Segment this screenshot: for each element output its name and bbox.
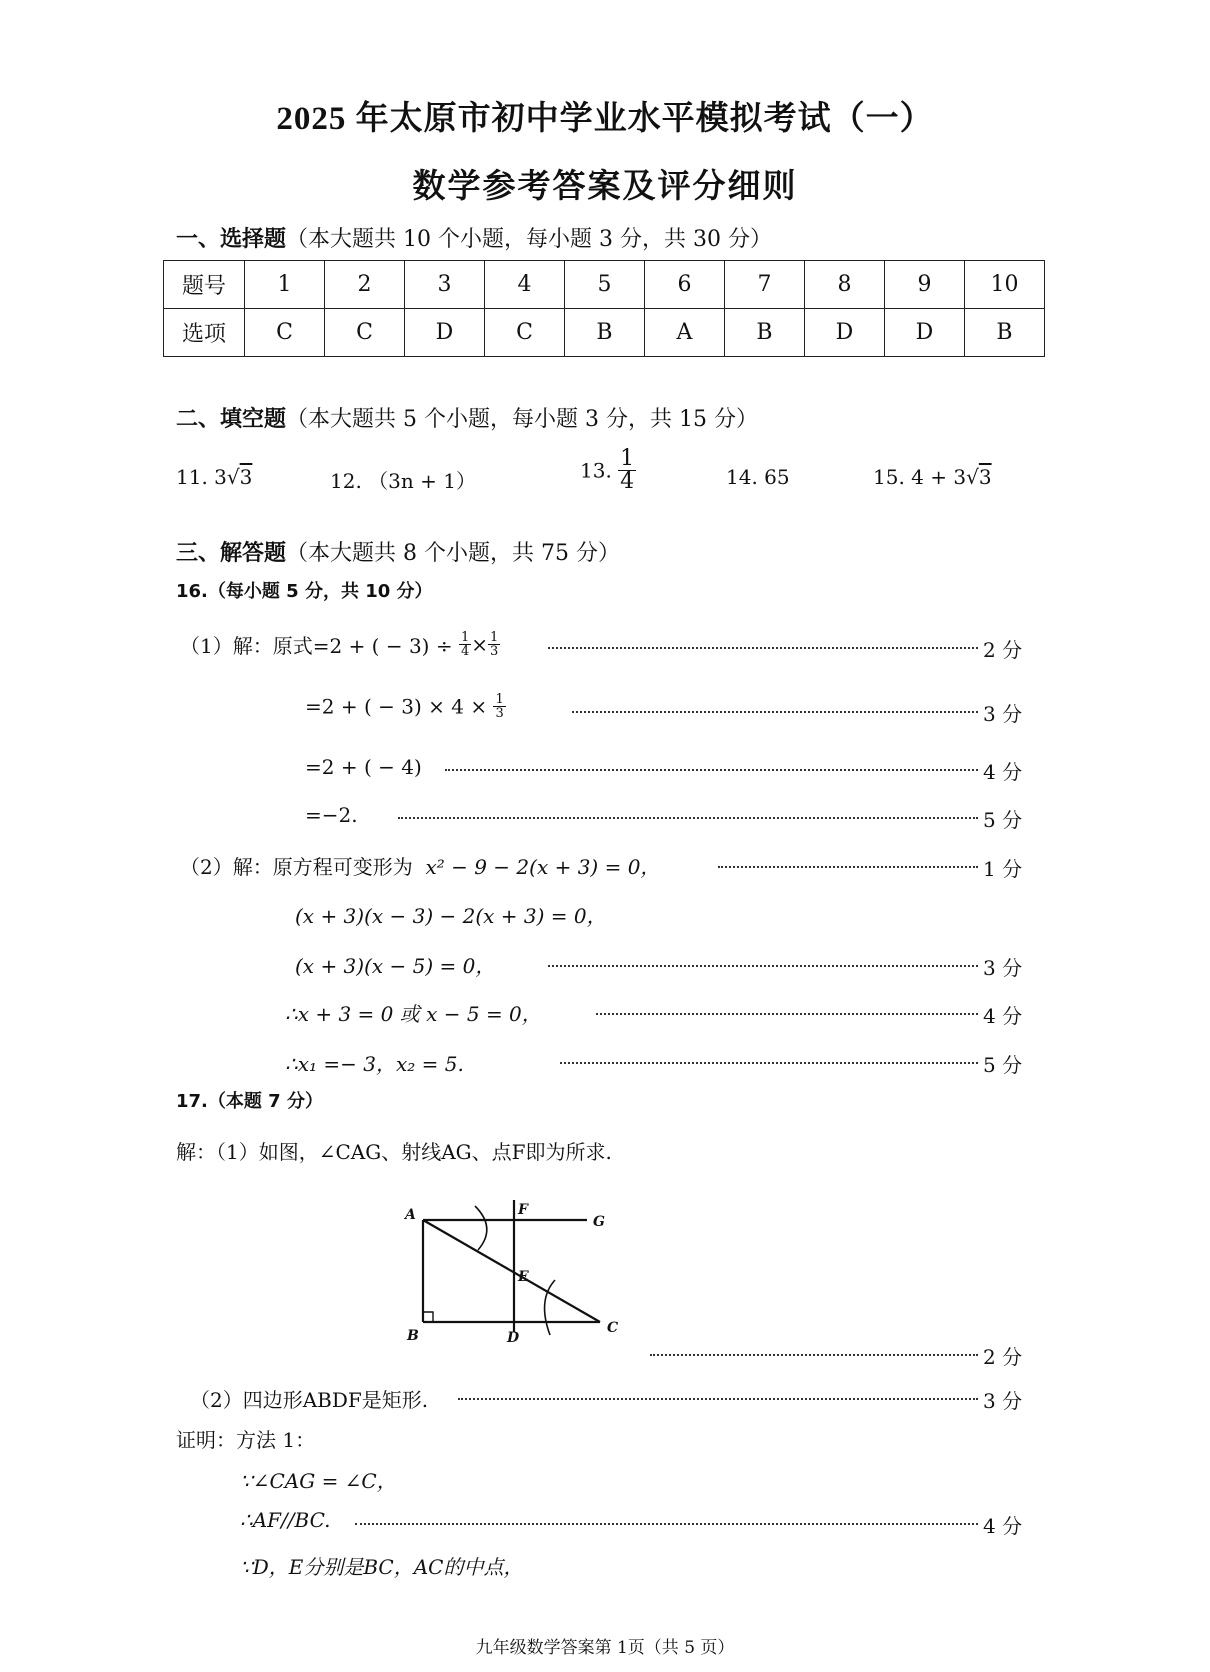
table-row bbox=[164, 261, 1045, 309]
score-label: 2 分 bbox=[983, 1345, 1023, 1369]
fraction bbox=[493, 693, 505, 720]
score-label: 5 分 bbox=[983, 808, 1023, 832]
q17-proof-line3: ∵D，E分别是BC，AC的中点， bbox=[240, 1555, 524, 1579]
fraction-denominator: 4 bbox=[620, 469, 635, 494]
dot-leader bbox=[650, 1354, 978, 1356]
point-label-F: F bbox=[518, 1202, 528, 1218]
q16-p1-line1 bbox=[180, 630, 500, 659]
table-cell: 3 bbox=[405, 261, 485, 309]
section2-note: （本大题共 5 个小题，每小题 3 分，共 15 分） bbox=[286, 407, 758, 432]
table-cell: 8 bbox=[805, 261, 885, 309]
dot-leader bbox=[572, 711, 978, 713]
q16-p1-line4: =−2. bbox=[305, 803, 358, 827]
fraction-numerator: 1 bbox=[620, 446, 635, 471]
section2-header bbox=[176, 402, 758, 433]
q16-p1-label: （1）解：原式=2 + ( − 3) ÷ bbox=[180, 634, 453, 658]
answer-14: 14. 65 bbox=[726, 465, 790, 489]
table-cell: C bbox=[325, 309, 405, 357]
answer-11-radicand: 3 bbox=[239, 465, 253, 489]
dot-leader bbox=[355, 1523, 978, 1525]
q16-p2-line3: (x + 3)(x − 5) = 0， bbox=[295, 954, 496, 978]
dot-leader bbox=[548, 647, 978, 649]
dot-leader bbox=[398, 817, 978, 819]
table-cell: 1 bbox=[245, 261, 325, 309]
section1-note: （本大题共 10 个小题，每小题 3 分，共 30 分） bbox=[286, 227, 772, 252]
point-label-C: C bbox=[607, 1320, 619, 1336]
table-cell: 4 bbox=[485, 261, 565, 309]
page-footer: 九年级数学答案第 1页（共 5 页） bbox=[475, 1638, 735, 1658]
score-label: 5 分 bbox=[983, 1053, 1023, 1077]
segment-AC bbox=[423, 1220, 600, 1322]
q16-p2-line1 bbox=[180, 851, 660, 880]
right-angle-mark bbox=[423, 1312, 433, 1322]
score-label: 4 分 bbox=[983, 1514, 1023, 1538]
page-subtitle: 数学参考答案及评分细则 bbox=[412, 169, 798, 205]
section1-header bbox=[176, 222, 772, 253]
fraction bbox=[459, 631, 471, 658]
score-label: 4 分 bbox=[983, 1004, 1023, 1028]
dot-leader bbox=[718, 866, 978, 868]
dot-leader bbox=[548, 965, 978, 967]
section1-heading: 一、选择题 bbox=[176, 227, 287, 252]
fraction-denominator: 3 bbox=[490, 644, 499, 659]
fraction bbox=[618, 448, 636, 493]
q16-p2-line2: (x + 3)(x − 3) − 2(x + 3) = 0， bbox=[295, 904, 607, 928]
table-cell: D bbox=[405, 309, 485, 357]
dot-leader bbox=[458, 1398, 978, 1400]
point-label-D: D bbox=[507, 1330, 520, 1346]
section3-note: （本大题共 8 个小题，共 75 分） bbox=[286, 541, 620, 566]
arc-mark-C bbox=[545, 1280, 555, 1335]
section2-heading: 二、填空题 bbox=[176, 407, 287, 432]
q17-part1: 解：（1）如图，∠CAG、射线AG、点F即为所求. bbox=[176, 1140, 612, 1164]
table-cell: B bbox=[565, 309, 645, 357]
answer-13-label: 13. bbox=[580, 458, 612, 483]
q17-proof-heading: 证明：方法 1： bbox=[176, 1428, 316, 1452]
score-label: 3 分 bbox=[983, 956, 1023, 980]
page-title: 2025 年太原市初中学业水平模拟考试（一） bbox=[276, 101, 934, 137]
fraction-numerator: 1 bbox=[495, 692, 504, 707]
fraction-denominator: 4 bbox=[460, 644, 470, 659]
answer-12: 12. （3n + 1） bbox=[330, 469, 476, 493]
dot-leader bbox=[596, 1013, 978, 1015]
answer-13 bbox=[580, 448, 636, 493]
score-label: 3 分 bbox=[983, 1389, 1023, 1413]
table-cell: B bbox=[965, 309, 1045, 357]
answer-table bbox=[163, 260, 1045, 357]
point-label-E: E bbox=[518, 1269, 529, 1285]
answer-15 bbox=[873, 465, 992, 489]
table-cell: 题号 bbox=[164, 261, 245, 309]
fraction-numerator: 1 bbox=[460, 630, 470, 645]
sqrt-icon: √ bbox=[966, 465, 979, 489]
answer-11-text: 11. 3 bbox=[176, 465, 227, 489]
dot-leader bbox=[445, 769, 978, 771]
table-cell: A bbox=[645, 309, 725, 357]
table-cell: 6 bbox=[645, 261, 725, 309]
q17-part2: （2）四边形ABDF是矩形. bbox=[190, 1388, 429, 1412]
score-label: 2 分 bbox=[983, 638, 1023, 662]
table-cell: D bbox=[805, 309, 885, 357]
geometry-figure bbox=[395, 1190, 635, 1350]
table-cell: C bbox=[245, 309, 325, 357]
section3-header bbox=[176, 536, 620, 567]
fraction-denominator: 3 bbox=[495, 706, 504, 721]
table-cell: 2 bbox=[325, 261, 405, 309]
table-cell: 7 bbox=[725, 261, 805, 309]
q16-line2-text: =2 + ( − 3) × 4 × bbox=[305, 694, 488, 719]
answer-15-radicand: 3 bbox=[978, 465, 992, 489]
table-cell: 5 bbox=[565, 261, 645, 309]
point-label-B: B bbox=[407, 1328, 419, 1344]
dot-leader bbox=[560, 1062, 978, 1064]
arc-mark-A bbox=[475, 1206, 487, 1250]
q16-p2-line4: ∴x + 3 = 0 或 x − 5 = 0， bbox=[285, 1002, 542, 1026]
answer-11 bbox=[176, 465, 252, 489]
table-cell: 10 bbox=[965, 261, 1045, 309]
q16-p1-line2 bbox=[305, 693, 506, 720]
fraction bbox=[488, 631, 500, 658]
answer-15-text: 15. 4 + 3 bbox=[873, 465, 967, 489]
sqrt-icon: √ bbox=[226, 465, 240, 489]
q16-p2-label: （2）解：原方程可变形为 bbox=[180, 855, 413, 879]
q16-title: 16.（每小题 5 分，共 10 分） bbox=[176, 581, 433, 602]
point-label-G: G bbox=[593, 1214, 605, 1230]
q16-p1-line3: =2 + ( − 4) bbox=[305, 755, 422, 779]
table-row bbox=[164, 309, 1045, 357]
q17-proof-line1: ∵∠CAG = ∠C， bbox=[240, 1469, 397, 1493]
score-label: 3 分 bbox=[983, 702, 1023, 726]
table-cell: 9 bbox=[885, 261, 965, 309]
q17-title: 17.（本题 7 分） bbox=[176, 1091, 323, 1112]
table-cell: D bbox=[885, 309, 965, 357]
q16-p2-equation: x² − 9 − 2(x + 3) = 0， bbox=[425, 855, 661, 879]
times-sign: × bbox=[471, 632, 489, 657]
score-label: 4 分 bbox=[983, 760, 1023, 784]
q17-proof-line2: ∴AF//BC. bbox=[240, 1508, 331, 1532]
point-label-A: A bbox=[405, 1207, 416, 1223]
section3-heading: 三、解答题 bbox=[176, 541, 287, 566]
table-cell: B bbox=[725, 309, 805, 357]
score-label: 1 分 bbox=[983, 857, 1023, 881]
q16-p2-line5: ∴x₁ =− 3，x₂ = 5. bbox=[285, 1052, 464, 1076]
table-cell: C bbox=[485, 309, 565, 357]
table-cell: 选项 bbox=[164, 309, 245, 357]
fraction-numerator: 1 bbox=[490, 630, 499, 645]
